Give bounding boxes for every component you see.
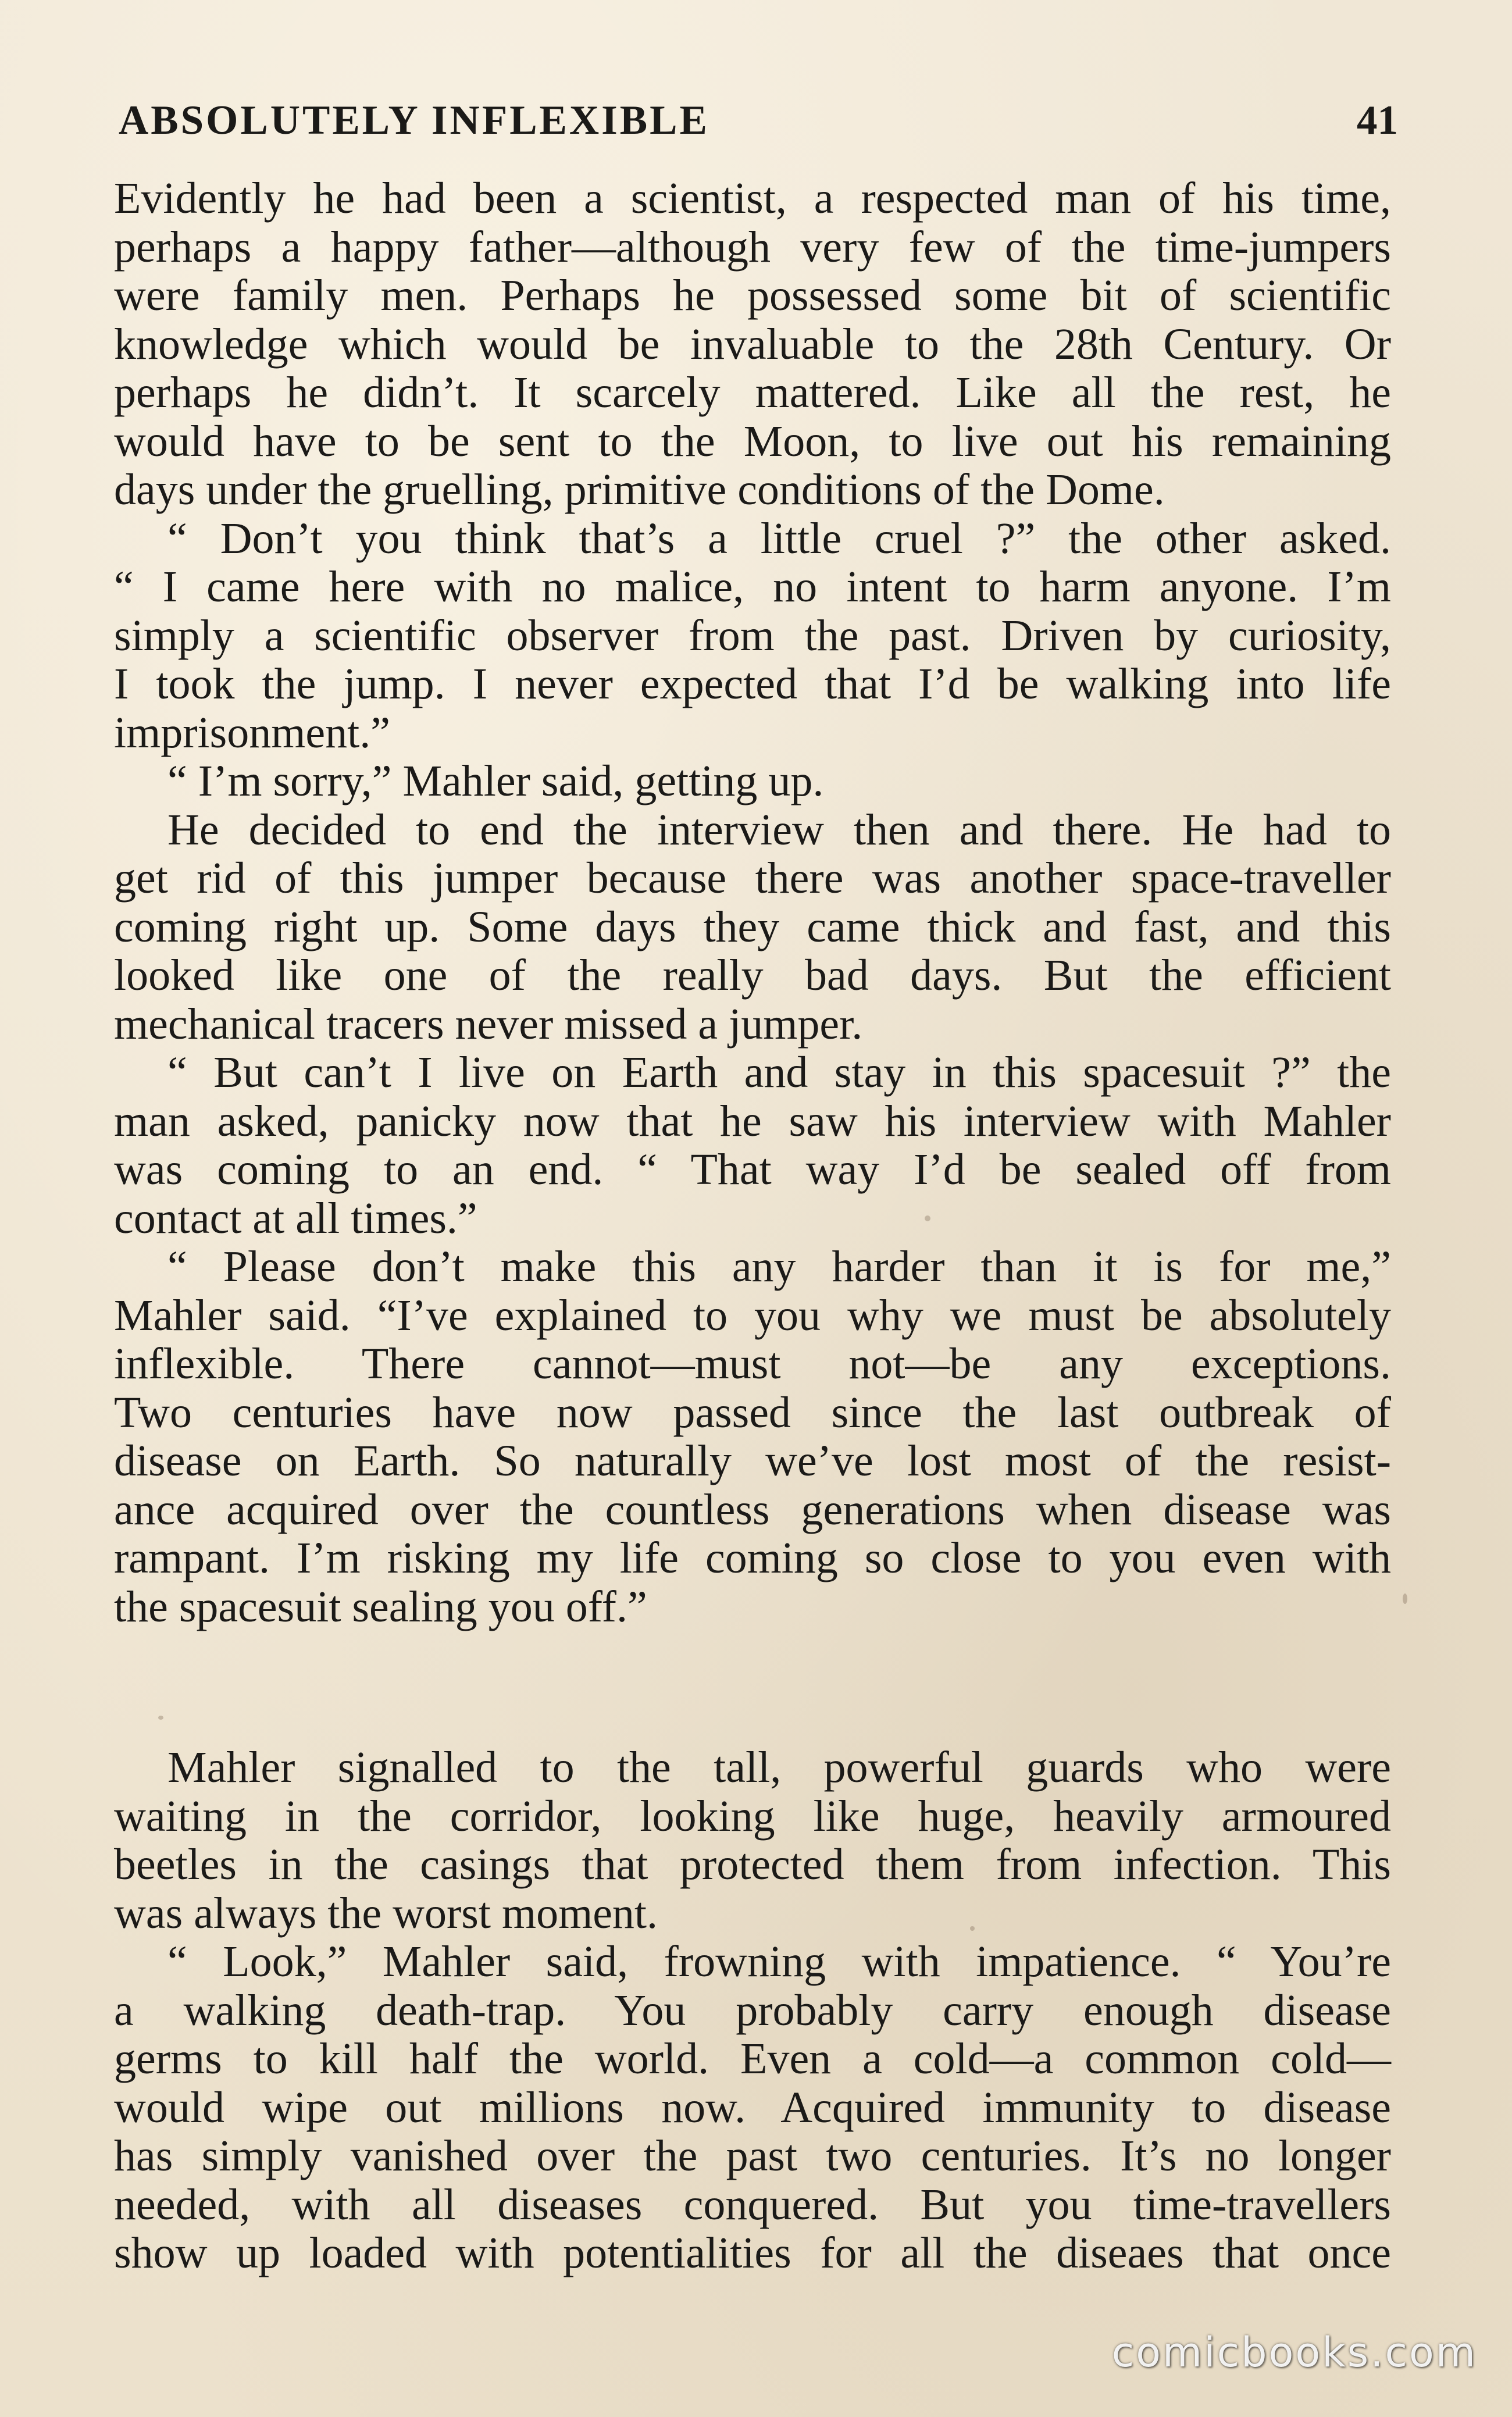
text-line: show up loaded with potentialities for all the diseaes that once xyxy=(114,2229,1391,2277)
text-line: “ I came here with no malice, no intent to harm anyone. I’m xyxy=(114,562,1391,611)
text-line: mechanical tracers never missed a jumper. xyxy=(114,999,863,1049)
text-line: imprisonment.” xyxy=(114,708,390,757)
watermark: comicbooks.com xyxy=(1111,2329,1477,2376)
text-line: “ Look,” Mahler said, frowning with impatience. “ You’re xyxy=(167,1937,1391,1986)
paper-speck xyxy=(925,1215,930,1221)
text-line: I took the jump. I never expected that I’d be walking into life xyxy=(114,659,1391,708)
text-line: man asked, panicky now that he saw his interview with Mahler xyxy=(114,1096,1391,1146)
text-line: a walking death-trap. You probably carry enough disease xyxy=(114,1985,1391,2035)
text-line: perhaps he didn’t. It scarcely mattered. Like all the rest, he xyxy=(114,368,1391,417)
text-line: He decided to end the interview then and there. He had to xyxy=(167,805,1391,854)
text-block-1 xyxy=(114,174,1391,1631)
text-line: has simply vanished over the past two centuries. It’s no longer xyxy=(114,2131,1391,2180)
text-line: germs to kill half the world. Even a cold—a common cold— xyxy=(114,2034,1391,2083)
text-line: Evidently he had been a scientist, a respected man of his time, xyxy=(114,174,1391,223)
paper-speck xyxy=(970,1926,975,1931)
running-title: ABSOLUTELY INFLEXIBLE xyxy=(119,98,709,143)
text-block-2 xyxy=(114,1744,1391,2278)
text-line: was coming to an end. “ That way I’d be sealed off from xyxy=(114,1145,1391,1194)
text-line: “ Don’t you think that’s a little cruel ?” the other asked. xyxy=(167,514,1391,563)
text-line: coming right up. Some days they came thick and fast, and this xyxy=(114,902,1391,951)
text-line: knowledge which would be invaluable to the 28th Century. Or xyxy=(114,319,1391,369)
page-number: 41 xyxy=(1357,98,1398,143)
paper-speck xyxy=(1403,1593,1407,1604)
running-head xyxy=(119,80,1398,144)
text-line: “ Please don’t make this any harder than it is for me,” xyxy=(167,1242,1391,1291)
text-line: ance acquired over the countless generations when disease was xyxy=(114,1485,1391,1534)
text-line: was always the worst moment. xyxy=(114,1888,658,1938)
text-line: waiting in the corridor, looking like huge, heavily armoured xyxy=(114,1791,1391,1841)
text-line: “ I’m sorry,” Mahler said, getting up. xyxy=(167,757,824,805)
text-line: get rid of this jumper because there was another space-traveller xyxy=(114,854,1391,903)
text-line: inflexible. There cannot—must not—be any exceptions. xyxy=(114,1339,1391,1388)
text-line: needed, with all diseases conquered. But you time-travellers xyxy=(114,2180,1391,2229)
text-line: beetles in the casings that protected them from infection. This xyxy=(114,1840,1391,1889)
text-line: the spacesuit sealing you off.” xyxy=(114,1582,647,1631)
text-line: contact at all times.” xyxy=(114,1193,477,1243)
text-line: Mahler signalled to the tall, powerful guards who were xyxy=(167,1743,1391,1792)
text-line: simply a scientific observer from the past. Driven by curiosity, xyxy=(114,611,1391,660)
text-line: Mahler said. “I’ve explained to you why we must be absolutely xyxy=(114,1291,1391,1340)
text-line: were family men. Perhaps he possessed some bit of scientific xyxy=(114,271,1391,320)
text-line: rampant. I’m risking my life coming so close to you even with xyxy=(114,1534,1391,1582)
text-line: “ But can’t I live on Earth and stay in this spacesuit ?” the xyxy=(167,1048,1391,1097)
text-line: perhaps a happy father—although very few of the time-jumpers xyxy=(114,222,1391,272)
text-line: days under the gruelling, primitive conditions of the Dome. xyxy=(114,465,1165,514)
paper-speck xyxy=(158,1716,163,1720)
text-line: Two centuries have now passed since the last outbreak of xyxy=(114,1388,1391,1437)
text-line: would have to be sent to the Moon, to live out his remaining xyxy=(114,416,1391,466)
text-line: looked like one of the really bad days. But the efficient xyxy=(114,951,1391,1000)
text-line: would wipe out millions now. Acquired immunity to disease xyxy=(114,2083,1391,2132)
text-line: disease on Earth. So naturally we’ve lost most of the resist- xyxy=(114,1436,1391,1485)
